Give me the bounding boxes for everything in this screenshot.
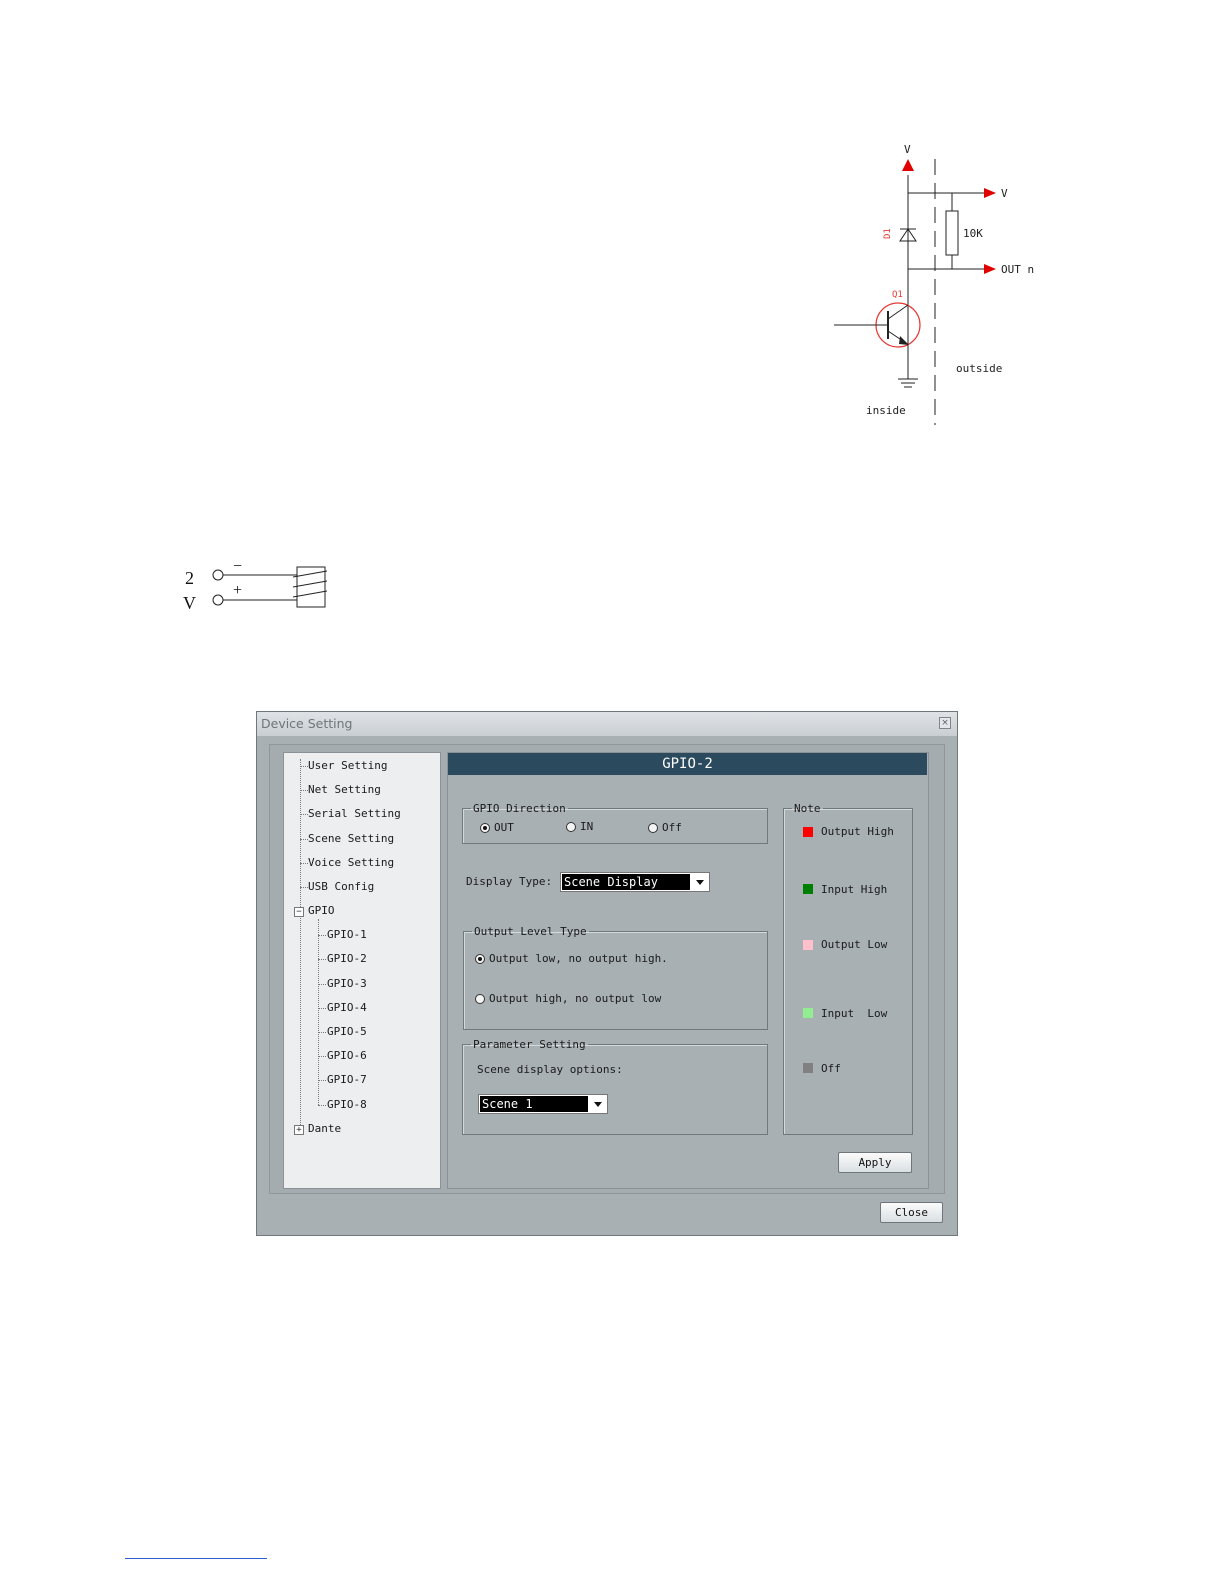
tree-item-gpio-7[interactable]: GPIO-7 [327, 1073, 367, 1086]
off-swatch [803, 1063, 813, 1073]
direction-in-radio[interactable] [566, 822, 576, 832]
input-low-swatch [803, 1008, 813, 1018]
tree-item-gpio-6[interactable]: GPIO-6 [327, 1049, 367, 1062]
direction-off-label[interactable]: Off [662, 821, 682, 834]
direction-in-label[interactable]: IN [580, 820, 594, 833]
output-low-radio[interactable] [475, 954, 485, 964]
close-button[interactable]: Close [880, 1202, 943, 1223]
diode-label: D1 [883, 228, 893, 239]
window-title: Device Setting [261, 716, 353, 731]
tree-item-gpio-8[interactable]: GPIO-8 [327, 1098, 367, 1111]
scene-select[interactable] [478, 1094, 608, 1114]
display-type-select[interactable] [560, 872, 710, 892]
scene-options-label: Scene display options: [477, 1063, 623, 1076]
coil-symbol [297, 567, 325, 607]
supply-right-arrow-icon [984, 188, 996, 198]
tree-item-user-setting[interactable]: User Setting [308, 759, 388, 772]
output-high-label[interactable]: Output high, no output low [489, 992, 662, 1005]
gpio-direction-legend: GPIO Direction [473, 802, 566, 815]
tree-item-gpio-4[interactable]: GPIO-4 [327, 1001, 367, 1014]
tree-item-net-setting[interactable]: Net Setting [308, 783, 381, 796]
display-type-value: Scene Display [562, 874, 690, 890]
note-off: Off [821, 1062, 841, 1075]
tree-item-dante[interactable]: Dante [308, 1122, 342, 1135]
direction-out-label[interactable]: OUT [494, 821, 514, 834]
coil-voltage-digit: 2 [185, 568, 194, 588]
tree-item-usb-config[interactable]: USB Config [308, 880, 375, 893]
tree-item-serial-setting[interactable]: Serial Setting [308, 807, 401, 820]
output-high-swatch [803, 827, 813, 837]
output-high-radio[interactable] [475, 994, 485, 1004]
output-low-swatch [803, 940, 813, 950]
inside-label: inside [866, 404, 906, 417]
note-output-low: Output Low [821, 938, 888, 951]
gpio-output-circuit-diagram [820, 135, 1060, 435]
chevron-down-icon[interactable] [692, 873, 709, 891]
tree-item-voice-setting[interactable]: Voice Setting [308, 856, 395, 869]
note-input-high: Input High [821, 883, 888, 896]
note-output-high: Output High [821, 825, 894, 838]
output-label: OUT n [1001, 263, 1035, 276]
input-high-swatch [803, 884, 813, 894]
note-legend: Note [794, 802, 821, 815]
transistor-label: Q1 [892, 290, 903, 300]
output-arrow-icon [984, 264, 996, 274]
direction-out-radio[interactable] [480, 823, 490, 833]
title-bar[interactable] [257, 712, 957, 736]
note-group [783, 802, 913, 1135]
direction-off-radio[interactable] [648, 823, 658, 833]
supply-right-label: V [1001, 187, 1008, 200]
tree-item-gpio-5[interactable]: GPIO-5 [327, 1025, 367, 1038]
close-icon[interactable]: × [939, 717, 951, 729]
chevron-down-icon[interactable] [590, 1095, 607, 1113]
coil-minus-label: − [233, 558, 243, 575]
output-level-legend: Output Level Type [474, 925, 587, 938]
apply-button[interactable]: Apply [838, 1152, 912, 1173]
output-low-label[interactable]: Output low, no output high. [489, 952, 668, 965]
relay-coil-diagram [175, 555, 345, 625]
resistor-label: 10K [963, 227, 983, 240]
tree-item-gpio-1[interactable]: GPIO-1 [327, 928, 367, 941]
outside-label: outside [956, 362, 1003, 375]
coil-voltage-unit: V [183, 593, 196, 613]
collapse-icon[interactable]: − [294, 907, 304, 917]
settings-tree [283, 752, 441, 1189]
expand-icon[interactable]: + [294, 1125, 304, 1135]
panel-header: GPIO-2 [448, 753, 927, 775]
tree-item-scene-setting[interactable]: Scene Setting [308, 832, 395, 845]
parameter-setting-legend: Parameter Setting [473, 1038, 586, 1051]
tree-item-gpio[interactable]: GPIO [308, 904, 335, 917]
supply-arrow-icon [902, 159, 914, 171]
supply-top-label: V [904, 143, 911, 156]
footnote-separator [125, 1558, 267, 1559]
tree-item-gpio-3[interactable]: GPIO-3 [327, 977, 367, 990]
coil-plus-label: + [233, 582, 243, 599]
parameter-setting-group [462, 1038, 768, 1135]
note-input-low: Input Low [821, 1007, 888, 1020]
device-setting-window [256, 711, 958, 1236]
scene-select-value: Scene 1 [480, 1096, 588, 1112]
resistor-symbol [946, 211, 958, 255]
display-type-label: Display Type: [466, 875, 553, 888]
output-level-group [463, 925, 768, 1030]
tree-item-gpio-2[interactable]: GPIO-2 [327, 952, 367, 965]
